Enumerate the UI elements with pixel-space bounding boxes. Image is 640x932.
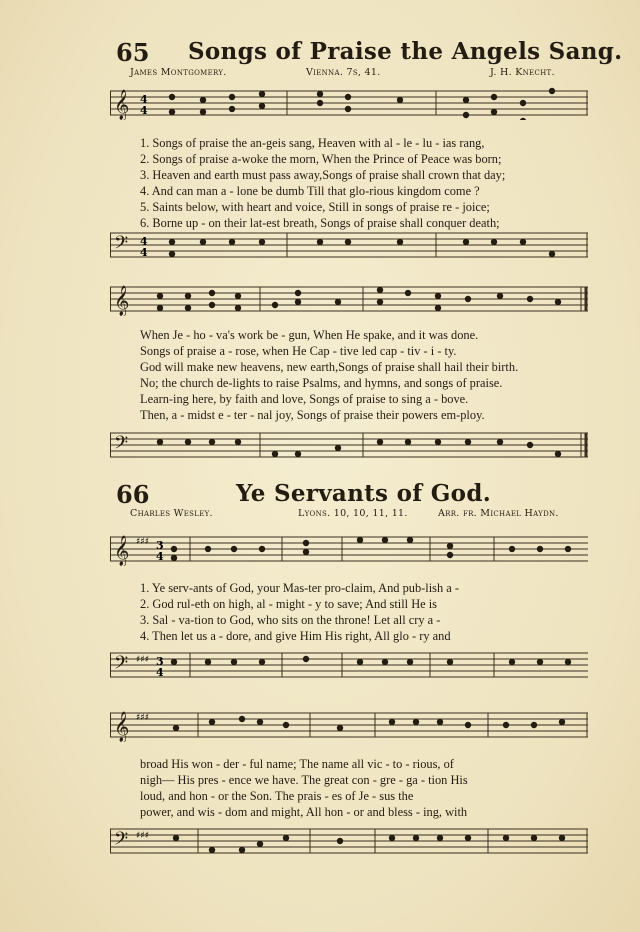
svg-text:♯♯♯: ♯♯♯ [136,713,150,723]
verse-line: God will make new heavens, new earth,Songs of praise shall hail their birth. [140,360,519,374]
verse-line: 2. Songs of praise a-woke the morn, When the Prince of Peace was born; [140,152,502,166]
verse-line: 4. And can man a - lone be dumb Till that glo-rious kingdom come ? [140,184,480,198]
svg-text:♯♯♯: ♯♯♯ [136,831,150,841]
verse-line: 3. Sal - va-tion to God, who sits on the throne! Let all cry a - [140,613,441,627]
svg-text:♯♯♯: ♯♯♯ [136,537,150,547]
svg-text:4: 4 [140,93,148,106]
hymn-65-bass-staff-2 [110,428,588,462]
verse-line: power, and wis - dom and might, All hon - or and bless - ing, with [140,805,468,819]
hymn-65-bass-staff-1 [110,228,588,262]
verse-line: No; the church de-lights to raise Psalms, and hymns, and songs of praise. [140,376,503,390]
hymn-65-tune: Vienna. 7s, 41. [306,67,381,78]
verse-line: 2. God rul-eth on high, al - might - y to save; And still He is [140,597,437,611]
hymn-66-verses-system-2 [140,756,468,820]
svg-text:𝄢: 𝄢 [114,433,129,458]
svg-text:4: 4 [140,246,148,259]
hymn-66-treble-staff-1 [110,532,588,566]
verse-line: loud, and hon - or the Son. The prais - es of Je - sus the [140,789,414,803]
verse-line: 6. Borne up - on their lat-est breath, Songs of praise shall conquer death; [140,216,500,230]
hymn-66-number: 66 [116,480,150,509]
svg-text:4: 4 [156,550,164,563]
svg-text:𝄞: 𝄞 [114,712,130,742]
svg-text:𝄢: 𝄢 [114,653,129,678]
hymn-65-title: Songs of Praise the Angels Sang. [188,38,623,65]
svg-text:𝄢: 𝄢 [114,829,129,854]
svg-text:4: 4 [140,235,148,248]
hymn-66-bass-staff-1 [110,648,588,682]
verse-line: nigh— His pres - ence we have. The great con - gre - ga - tion His [140,773,468,787]
svg-text:3: 3 [156,655,164,668]
svg-text:𝄞: 𝄞 [114,90,130,120]
hymn-66-tune: Lyons. 10, 10, 11, 11. [298,508,408,519]
svg-text:3: 3 [156,539,164,552]
hymn-66-treble-staff-2 [110,708,588,742]
verse-line: 5. Saints below, with heart and voice, Still in songs of praise re - joice; [140,200,490,214]
verse-line: 1. Ye serv-ants of God, your Mas-ter pro-claim, And pub-lish a - [140,581,460,595]
verse-line: Then, a - midst e - ter - nal joy, Songs of praise their powers em-ploy. [140,408,485,422]
hymn-65-treble-staff-1 [110,86,588,120]
hymn-65-author: James Montgomery. [130,67,227,78]
hymn-66-verses-system-1 [140,580,459,644]
verse-line: 1. Songs of praise the an-geis sang, Heaven with al - le - lu - ias rang, [140,136,485,150]
hymn-65-number: 65 [116,38,150,67]
svg-text:𝄞: 𝄞 [114,286,130,316]
hymn-66-author: Charles Wesley. [130,508,213,519]
hymn-65-composer: J. H. Knecht. [490,67,555,78]
verse-line: When Je - ho - va's work be - gun, When He spake, and it was done. [140,328,479,342]
hymn-66-bass-staff-2 [110,824,588,858]
hymn-65-verses-system-2 [140,327,518,423]
verse-line: Songs of praise a - rose, when He Cap - tive led cap - tiv - i - ty. [140,344,457,358]
svg-text:𝄢: 𝄢 [114,233,129,258]
svg-text:♯♯♯: ♯♯♯ [136,655,150,665]
hymn-65-treble-staff-2 [110,282,588,316]
verse-line: broad His won - der - ful name; The name all vic - to - rious, of [140,757,454,771]
svg-text:4: 4 [156,666,164,679]
verse-line: 3. Heaven and earth must pass away,Songs of praise shall crown that day; [140,168,506,182]
verse-line: 4. Then let us a - dore, and give Him His right, All glo - ry and [140,629,451,643]
hymn-66-composer: Arr. fr. Michael Haydn. [438,508,559,519]
svg-text:4: 4 [140,104,148,117]
hymn-66-title: Ye Servants of God. [236,480,492,507]
verse-line: Learn-ing here, by faith and love, Songs of praise to sing a - bove. [140,392,469,406]
svg-text:𝄞: 𝄞 [114,536,130,566]
hymn-65-verses-system-1 [140,135,505,231]
